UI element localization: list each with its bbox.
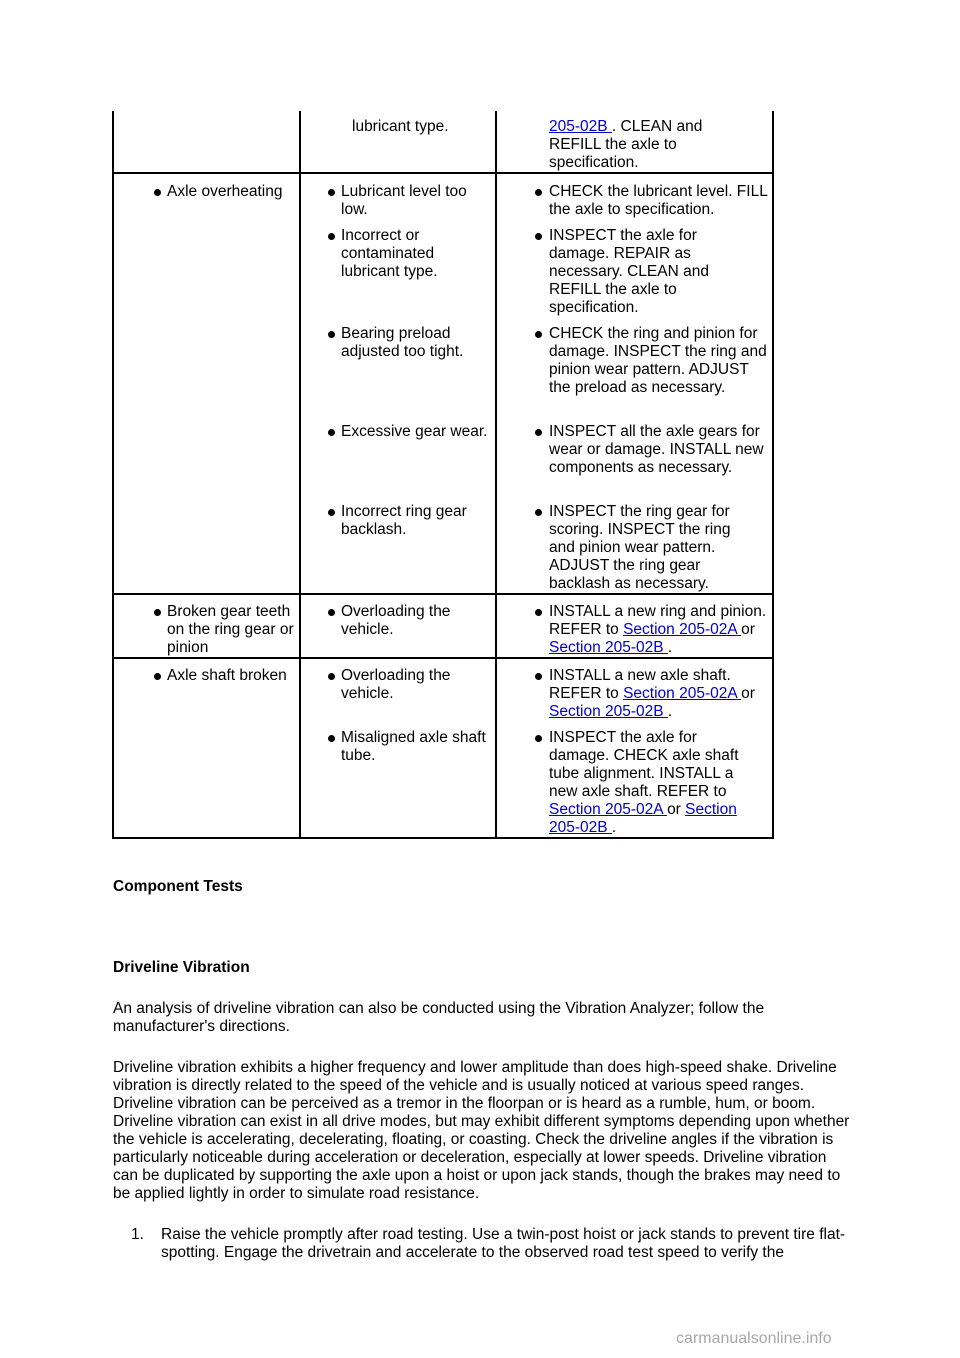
bullet-icon (535, 331, 542, 338)
bullet-icon (328, 331, 335, 338)
cause-item: Lubricant level too low. (301, 183, 495, 219)
bullet-icon (535, 429, 542, 436)
bullet-icon (535, 233, 542, 240)
bullet-icon (328, 429, 335, 436)
list-text: Raise the vehicle promptly after road testing. Use a twin-post hoist or jack stands to prevent tire flat-spotting. Engage the drivetrain and accelerate to the observed road test speed to verify the (161, 1226, 846, 1261)
bullet-icon (328, 233, 335, 240)
action-item: INSPECT the axle for damage. CHECK axle shaft tube alignment. INSTALL a new axle shaft. REFER to Section 205-02A or Section 205-02B . (497, 729, 772, 837)
bullet-icon (328, 189, 335, 196)
cause-item: Incorrect or contaminated lubricant type. (301, 227, 495, 317)
action-item: INSPECT the ring gear for scoring. INSPECT the ring and pinion wear pattern. ADJUST the ring gear backlash as necessary. (497, 503, 772, 593)
action-item: INSPECT all the axle gears for wear or damage. INSTALL new components as necessary. (497, 423, 772, 495)
diagnosis-table (112, 111, 774, 839)
condition-item: Broken gear teeth on the ring gear or pinion (114, 603, 299, 657)
section-link[interactable]: Section 205-02B (549, 639, 668, 656)
bullet-icon (328, 609, 335, 616)
action-item: CHECK the lubricant level. FILL the axle to specification. (497, 183, 772, 219)
cause-item: Overloading the vehicle. (301, 603, 495, 639)
action-item: INSTALL a new ring and pinion. REFER to Section 205-02A or Section 205-02B . (497, 603, 772, 657)
table-row (113, 111, 773, 173)
cause-text: lubricant type. (352, 118, 449, 135)
section-link[interactable]: Section 205-02A (623, 685, 742, 702)
bullet-icon (328, 735, 335, 742)
action-item: CHECK the ring and pinion for damage. INSPECT the ring and pinion wear pattern. ADJUST the preload as necessary. (497, 325, 772, 415)
cause-item: Overloading the vehicle. (301, 667, 495, 721)
subsection-heading: Driveline Vibration (113, 959, 250, 976)
condition-item: Axle overheating (114, 183, 299, 201)
cause-item: Misaligned axle shaft tube. (301, 729, 495, 765)
bullet-icon (535, 509, 542, 516)
section-link[interactable]: Section 205-02B (549, 801, 737, 836)
bullet-icon (328, 509, 335, 516)
cause-item: Incorrect ring gear backlash. (301, 503, 495, 539)
action-item: INSTALL a new axle shaft. REFER to Section 205-02A or Section 205-02B . (497, 667, 772, 721)
bullet-icon (328, 673, 335, 680)
cause-item: Bearing preload adjusted too tight. (301, 325, 495, 415)
section-link[interactable]: Section 205-02A (549, 801, 668, 818)
bullet-icon (154, 609, 161, 616)
bullet-icon (535, 735, 542, 742)
paragraph: An analysis of driveline vibration can also be conducted using the Vibration Analyzer; follow the manufacturer's directions. (113, 1000, 765, 1035)
bullet-icon (154, 673, 161, 680)
action-item: INSPECT the axle for damage. REPAIR as necessary. CLEAN and REFILL the axle to specification. (497, 227, 772, 317)
list-item (131, 1226, 851, 1262)
watermark: carmanualsonline.info (676, 1330, 832, 1347)
list-number: 1. (131, 1226, 144, 1243)
table-row (113, 173, 773, 594)
section-link[interactable]: 205-02B (549, 118, 612, 135)
bullet-icon (154, 189, 161, 196)
bullet-icon (535, 673, 542, 680)
section-heading: Component Tests (113, 878, 243, 895)
bullet-icon (535, 189, 542, 196)
paragraph: Driveline vibration exhibits a higher frequency and lower amplitude than does high-speed shake. Driveline vibration is directly related to the speed of the vehicle and is usually noticed at various speed ranges. Driveline vibration can be perceived as a tremor in the floorpan or is heard as a rumble, hum, or boom. Driveline vibration can exist in all drive modes, but may exhibit different symptoms depending upon whether the vehicle is accelerating, decelerating, floating, or coasting. Check the driveline angles if the vibration is particularly noticeable during acceleration or deceleration, especially at lower speeds. Driveline vibration can be duplicated by supporting the axle upon a hoist or upon jack stands, though the brakes may need to be applied lightly in order to simulate road resistance. (113, 1059, 850, 1202)
condition-item: Axle shaft broken (114, 667, 299, 685)
table-row (113, 594, 773, 658)
bullet-icon (535, 609, 542, 616)
table-row (113, 658, 773, 838)
cause-item: Excessive gear wear. (301, 423, 495, 495)
section-link[interactable]: Section 205-02B (549, 703, 668, 720)
section-link[interactable]: Section 205-02A (623, 621, 742, 638)
action-text: 205-02B . CLEAN and REFILL the axle to specification. (549, 118, 703, 171)
